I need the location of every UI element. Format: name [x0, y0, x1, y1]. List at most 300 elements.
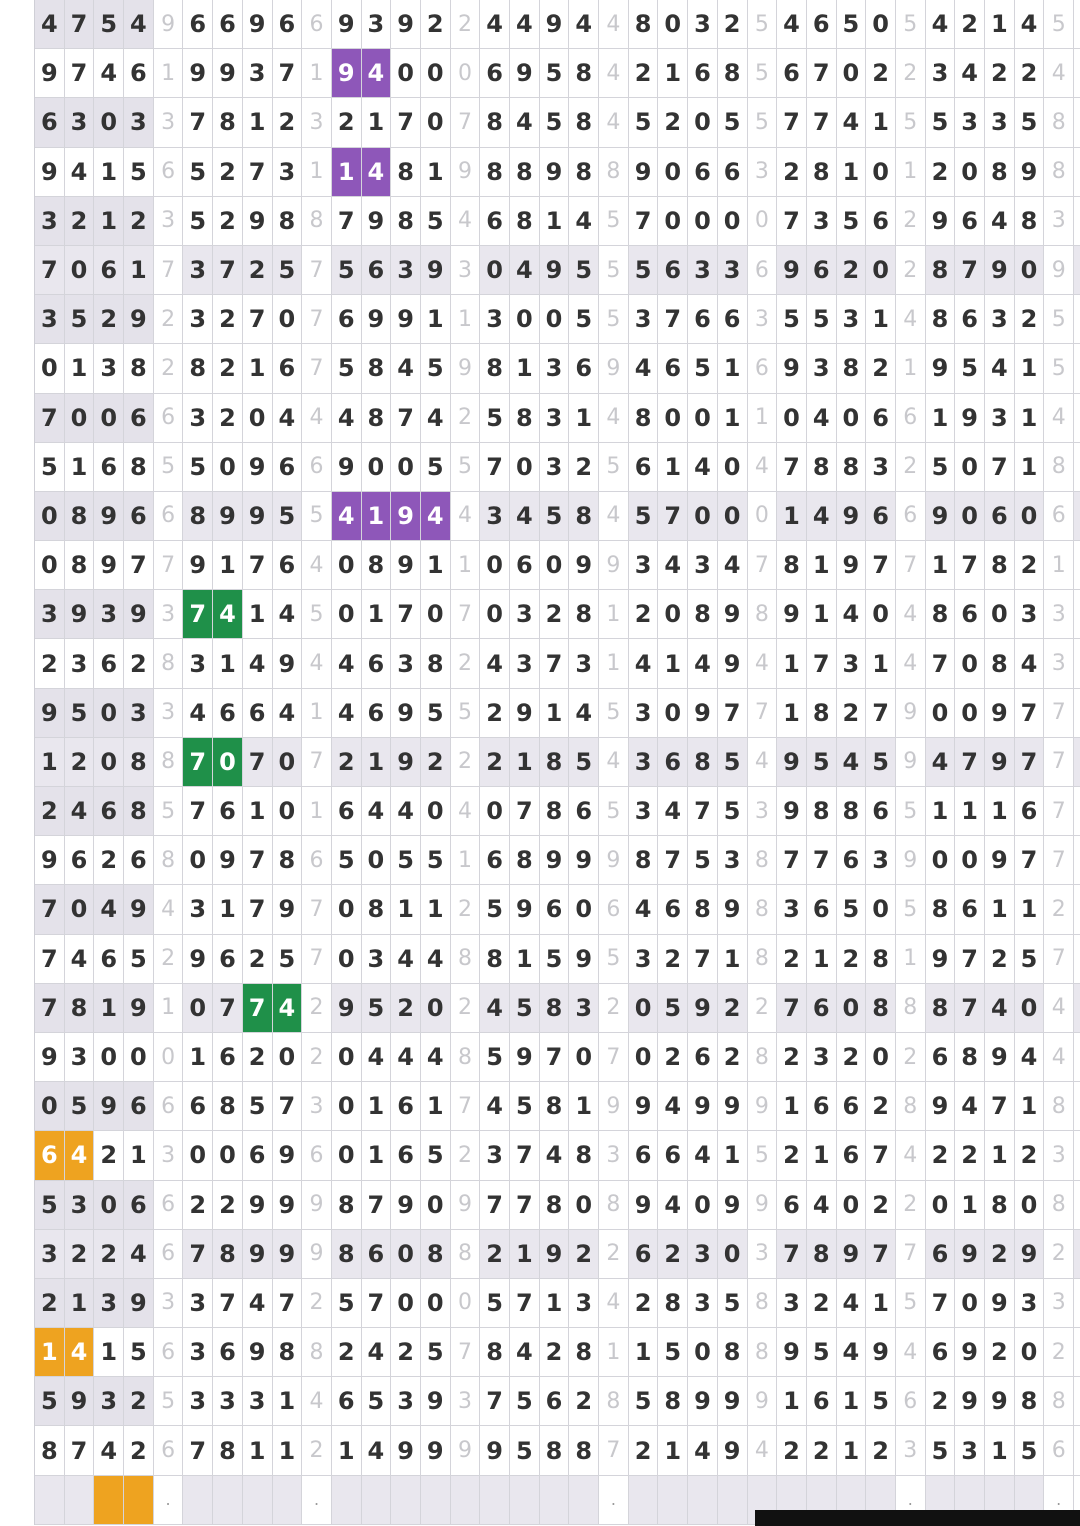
digit-cell[interactable]: 1 — [510, 935, 540, 984]
digit-cell[interactable]: 2 — [213, 148, 243, 197]
digit-cell[interactable]: 9 — [213, 836, 243, 885]
digit-cell[interactable]: 8 — [629, 394, 659, 443]
digit-cell[interactable]: 9 — [569, 541, 599, 590]
digit-cell[interactable]: 1 — [985, 885, 1015, 934]
digit-cell[interactable]: 8 — [807, 1230, 837, 1279]
digit-cell[interactable]: 2 — [569, 1230, 599, 1279]
digit-cell[interactable]: 7 — [777, 1230, 807, 1279]
digit-cell[interactable]: 0 — [866, 885, 896, 934]
digit-cell[interactable]: 1 — [243, 590, 273, 639]
digit-cell[interactable]: 3 — [629, 787, 659, 836]
edge-cell[interactable] — [1074, 492, 1080, 541]
digit-cell[interactable]: 5 — [332, 246, 362, 295]
digit-cell[interactable]: 5 — [569, 738, 599, 787]
digit-cell[interactable]: 1 — [65, 1279, 95, 1328]
digit-cell[interactable]: 7 — [866, 541, 896, 590]
digit-cell[interactable]: 8 — [332, 1181, 362, 1230]
digit-cell[interactable]: 6 — [332, 1377, 362, 1426]
digit-cell[interactable]: 1 — [362, 98, 392, 147]
digit-cell[interactable]: 7 — [273, 1279, 303, 1328]
separator-digit-cell[interactable]: 4 — [154, 885, 184, 934]
separator-digit-cell[interactable]: 9 — [896, 738, 926, 787]
digit-cell[interactable]: 4 — [362, 1328, 392, 1377]
separator-digit-cell[interactable]: 2 — [599, 984, 629, 1033]
digit-cell[interactable]: 2 — [777, 148, 807, 197]
separator-digit-cell[interactable]: 3 — [451, 246, 481, 295]
digit-cell[interactable]: 3 — [1015, 590, 1045, 639]
digit-cell[interactable]: 8 — [1015, 197, 1045, 246]
separator-digit-cell[interactable]: 2 — [748, 984, 778, 1033]
digit-cell[interactable]: 6 — [124, 49, 154, 98]
separator-digit-cell[interactable]: 2 — [154, 935, 184, 984]
digit-cell[interactable]: 4 — [124, 0, 154, 49]
separator-digit-cell[interactable]: 2 — [1044, 885, 1074, 934]
separator-digit-cell[interactable]: 2 — [896, 443, 926, 492]
digit-cell[interactable]: 7 — [124, 541, 154, 590]
separator-digit-cell[interactable]: 2 — [154, 344, 184, 393]
digit-cell[interactable]: 9 — [569, 935, 599, 984]
digit-cell[interactable]: 0 — [658, 148, 688, 197]
digit-cell[interactable]: 6 — [926, 1033, 956, 1082]
separator-digit-cell[interactable]: 8 — [1044, 1181, 1074, 1230]
digit-cell[interactable]: 1 — [777, 1377, 807, 1426]
separator-digit-cell[interactable]: 5 — [748, 49, 778, 98]
digit-cell[interactable]: 0 — [510, 443, 540, 492]
digit-cell[interactable]: 2 — [985, 935, 1015, 984]
digit-cell[interactable]: 3 — [94, 1279, 124, 1328]
separator-digit-cell[interactable]: 4 — [896, 1328, 926, 1377]
digit-cell[interactable]: 8 — [540, 1426, 570, 1475]
separator-digit-cell[interactable]: 9 — [896, 689, 926, 738]
digit-cell[interactable]: 6 — [213, 935, 243, 984]
digit-cell[interactable]: 0 — [777, 394, 807, 443]
digit-cell[interactable]: 3 — [569, 1279, 599, 1328]
digit-cell[interactable]: 7 — [510, 1131, 540, 1180]
separator-digit-cell[interactable]: 5 — [896, 0, 926, 49]
digit-cell[interactable]: 2 — [866, 1181, 896, 1230]
digit-cell[interactable]: 5 — [273, 935, 303, 984]
separator-digit-cell[interactable]: 1 — [896, 935, 926, 984]
digit-cell[interactable]: 8 — [510, 197, 540, 246]
separator-digit-cell[interactable]: 2 — [451, 639, 481, 688]
digit-cell[interactable]: 0 — [837, 49, 867, 98]
digit-cell[interactable]: 4 — [718, 541, 748, 590]
digit-cell[interactable]: 5 — [955, 344, 985, 393]
separator-digit-cell[interactable]: 1 — [154, 984, 184, 1033]
digit-cell[interactable]: 4 — [94, 1426, 124, 1475]
digit-cell[interactable]: 1 — [807, 1131, 837, 1180]
digit-cell[interactable]: 0 — [658, 689, 688, 738]
digit-cell[interactable]: 6 — [807, 984, 837, 1033]
digit-cell[interactable]: 2 — [866, 1082, 896, 1131]
digit-cell[interactable]: 0 — [65, 394, 95, 443]
digit-cell[interactable]: 7 — [777, 98, 807, 147]
digit-cell[interactable]: 3 — [926, 49, 956, 98]
digit-cell[interactable]: 3 — [362, 0, 392, 49]
separator-digit-cell[interactable]: 8 — [896, 1082, 926, 1131]
digit-cell[interactable]: 8 — [688, 590, 718, 639]
digit-cell[interactable]: 1 — [94, 984, 124, 1033]
digit-cell[interactable]: 4 — [510, 246, 540, 295]
digit-cell[interactable]: 0 — [421, 590, 451, 639]
digit-cell[interactable]: 1 — [866, 98, 896, 147]
digit-cell[interactable]: 2 — [629, 49, 659, 98]
digit-cell[interactable]: 1 — [243, 787, 273, 836]
digit-cell[interactable]: 0 — [273, 1033, 303, 1082]
digit-cell[interactable]: 6 — [658, 344, 688, 393]
digit-cell[interactable]: 3 — [688, 541, 718, 590]
digit-cell[interactable]: 7 — [391, 394, 421, 443]
digit-cell[interactable]: 9 — [391, 492, 421, 541]
digit-cell[interactable]: 5 — [510, 1082, 540, 1131]
digit-cell[interactable]: 2 — [955, 1131, 985, 1180]
edge-cell[interactable] — [1074, 344, 1080, 393]
digit-cell[interactable]: 9 — [629, 1082, 659, 1131]
digit-cell[interactable]: 8 — [569, 590, 599, 639]
digit-cell[interactable]: 4 — [94, 885, 124, 934]
digit-cell[interactable]: 4 — [65, 148, 95, 197]
digit-cell[interactable]: 6 — [837, 836, 867, 885]
digit-cell[interactable]: 8 — [362, 885, 392, 934]
digit-cell[interactable]: 0 — [213, 738, 243, 787]
separator-digit-cell[interactable]: 6 — [896, 394, 926, 443]
digit-cell[interactable]: 5 — [837, 885, 867, 934]
digit-cell[interactable]: 3 — [629, 738, 659, 787]
digit-cell[interactable]: 1 — [35, 738, 65, 787]
digit-cell[interactable]: 1 — [94, 1328, 124, 1377]
digit-cell[interactable]: 7 — [362, 1181, 392, 1230]
digit-cell[interactable]: 9 — [332, 443, 362, 492]
digit-cell[interactable]: 7 — [955, 984, 985, 1033]
input-slot[interactable] — [510, 1476, 540, 1525]
digit-cell[interactable]: 4 — [273, 590, 303, 639]
separator-digit-cell[interactable]: 2 — [896, 246, 926, 295]
separator-digit-cell[interactable]: 3 — [154, 98, 184, 147]
separator-digit-cell[interactable]: 7 — [1044, 836, 1074, 885]
separator-digit-cell[interactable]: 7 — [748, 541, 778, 590]
digit-cell[interactable]: 7 — [955, 541, 985, 590]
digit-cell[interactable]: 6 — [866, 787, 896, 836]
digit-cell[interactable]: 5 — [688, 344, 718, 393]
digit-cell[interactable]: 9 — [926, 935, 956, 984]
digit-cell[interactable]: 8 — [183, 344, 213, 393]
digit-cell[interactable]: 1 — [1015, 1082, 1045, 1131]
digit-cell[interactable]: 8 — [362, 344, 392, 393]
digit-cell[interactable]: 6 — [807, 246, 837, 295]
digit-cell[interactable]: 3 — [183, 1279, 213, 1328]
digit-cell[interactable]: 1 — [807, 935, 837, 984]
digit-cell[interactable]: 1 — [540, 197, 570, 246]
input-slot[interactable] — [35, 1476, 65, 1525]
digit-cell[interactable]: 2 — [866, 49, 896, 98]
digit-cell[interactable]: 0 — [1015, 246, 1045, 295]
separator-digit-cell[interactable]: 1 — [451, 295, 481, 344]
digit-cell[interactable]: 2 — [777, 935, 807, 984]
separator-digit-cell[interactable]: 6 — [154, 394, 184, 443]
digit-cell[interactable]: 7 — [1015, 836, 1045, 885]
digit-cell[interactable]: 2 — [985, 49, 1015, 98]
digit-cell[interactable]: 4 — [837, 590, 867, 639]
digit-cell[interactable]: 5 — [421, 836, 451, 885]
digit-cell[interactable]: 4 — [688, 639, 718, 688]
digit-cell[interactable]: 2 — [273, 98, 303, 147]
separator-digit-cell[interactable]: 2 — [302, 1033, 332, 1082]
digit-cell[interactable]: 8 — [213, 1230, 243, 1279]
digit-cell[interactable]: 0 — [510, 295, 540, 344]
digit-cell[interactable]: 7 — [332, 197, 362, 246]
digit-cell[interactable]: 5 — [332, 1279, 362, 1328]
digit-cell[interactable]: 2 — [985, 1230, 1015, 1279]
separator-digit-cell[interactable]: 8 — [1044, 443, 1074, 492]
digit-cell[interactable]: 0 — [569, 1181, 599, 1230]
edge-cell[interactable] — [1074, 1426, 1080, 1475]
separator-digit-cell[interactable]: 4 — [748, 443, 778, 492]
separator-digit-cell[interactable]: 3 — [1044, 590, 1074, 639]
digit-cell[interactable]: 6 — [866, 394, 896, 443]
digit-cell[interactable]: 9 — [866, 1328, 896, 1377]
digit-cell[interactable]: 0 — [658, 0, 688, 49]
separator-digit-cell[interactable]: 5 — [599, 246, 629, 295]
digit-cell[interactable]: 4 — [362, 49, 392, 98]
digit-cell[interactable]: 3 — [866, 836, 896, 885]
digit-cell[interactable]: 0 — [273, 787, 303, 836]
digit-cell[interactable]: 7 — [866, 1131, 896, 1180]
digit-cell[interactable]: 2 — [480, 1230, 510, 1279]
input-slot[interactable] — [540, 1476, 570, 1525]
digit-cell[interactable]: 8 — [658, 1279, 688, 1328]
digit-cell[interactable]: 4 — [807, 1181, 837, 1230]
digit-cell[interactable]: 2 — [35, 639, 65, 688]
edge-cell[interactable] — [1074, 541, 1080, 590]
digit-cell[interactable]: 6 — [362, 246, 392, 295]
digit-cell[interactable]: 2 — [94, 1131, 124, 1180]
digit-cell[interactable]: 9 — [243, 1181, 273, 1230]
separator-digit-cell[interactable]: 7 — [451, 98, 481, 147]
digit-cell[interactable]: 8 — [510, 836, 540, 885]
digit-cell[interactable]: 3 — [718, 246, 748, 295]
digit-cell[interactable]: 2 — [955, 0, 985, 49]
separator-digit-cell[interactable]: 2 — [451, 1131, 481, 1180]
digit-cell[interactable]: 5 — [332, 836, 362, 885]
digit-cell[interactable]: 7 — [1015, 738, 1045, 787]
digit-cell[interactable]: 8 — [985, 1181, 1015, 1230]
digit-cell[interactable]: 8 — [777, 541, 807, 590]
digit-cell[interactable]: 1 — [926, 787, 956, 836]
edge-cell[interactable] — [1074, 443, 1080, 492]
input-slot[interactable] — [362, 1476, 392, 1525]
digit-cell[interactable]: 9 — [955, 1328, 985, 1377]
digit-cell[interactable]: 0 — [955, 492, 985, 541]
digit-cell[interactable]: 4 — [421, 394, 451, 443]
digit-cell[interactable]: 8 — [391, 148, 421, 197]
digit-cell[interactable]: 6 — [65, 836, 95, 885]
digit-cell[interactable]: 3 — [35, 295, 65, 344]
digit-cell[interactable]: 7 — [658, 492, 688, 541]
digit-cell[interactable]: 9 — [391, 295, 421, 344]
digit-cell[interactable]: 9 — [65, 590, 95, 639]
digit-cell[interactable]: 7 — [391, 590, 421, 639]
digit-cell[interactable]: 0 — [273, 738, 303, 787]
digit-cell[interactable]: 3 — [510, 590, 540, 639]
separator-digit-cell[interactable]: 7 — [302, 885, 332, 934]
digit-cell[interactable]: 5 — [421, 443, 451, 492]
digit-cell[interactable]: 9 — [510, 885, 540, 934]
digit-cell[interactable]: 2 — [629, 1426, 659, 1475]
digit-cell[interactable]: 5 — [510, 984, 540, 1033]
separator-digit-cell[interactable]: 9 — [896, 836, 926, 885]
digit-cell[interactable]: 0 — [183, 1131, 213, 1180]
digit-cell[interactable]: 9 — [391, 1181, 421, 1230]
digit-cell[interactable]: 0 — [866, 148, 896, 197]
digit-cell[interactable]: 0 — [421, 98, 451, 147]
separator-digit-cell[interactable]: 7 — [302, 738, 332, 787]
digit-cell[interactable]: 0 — [183, 836, 213, 885]
digit-cell[interactable]: 9 — [688, 1082, 718, 1131]
digit-cell[interactable]: 6 — [540, 885, 570, 934]
digit-cell[interactable]: 6 — [332, 787, 362, 836]
digit-cell[interactable]: 1 — [421, 541, 451, 590]
digit-cell[interactable]: 7 — [243, 885, 273, 934]
digit-cell[interactable]: 9 — [540, 1230, 570, 1279]
digit-cell[interactable]: 9 — [955, 394, 985, 443]
digit-cell[interactable]: 7 — [273, 49, 303, 98]
digit-cell[interactable]: 9 — [1015, 1230, 1045, 1279]
digit-cell[interactable]: 7 — [955, 246, 985, 295]
separator-digit-cell[interactable]: 6 — [896, 1377, 926, 1426]
digit-cell[interactable]: 9 — [777, 738, 807, 787]
digit-cell[interactable]: 4 — [837, 1328, 867, 1377]
digit-cell[interactable]: 8 — [65, 492, 95, 541]
digit-cell[interactable]: 5 — [569, 295, 599, 344]
separator-digit-cell[interactable]: 8 — [302, 197, 332, 246]
digit-cell[interactable]: 9 — [926, 197, 956, 246]
digit-cell[interactable]: 0 — [955, 148, 985, 197]
separator-digit-cell[interactable]: 5 — [896, 1279, 926, 1328]
digit-cell[interactable]: 6 — [1015, 787, 1045, 836]
digit-cell[interactable]: 7 — [183, 1426, 213, 1475]
digit-cell[interactable]: 1 — [777, 689, 807, 738]
digit-cell[interactable]: 2 — [124, 1426, 154, 1475]
separator-digit-cell[interactable]: 2 — [154, 295, 184, 344]
digit-cell[interactable]: 5 — [629, 492, 659, 541]
separator-digit-cell[interactable]: 1 — [748, 394, 778, 443]
digit-cell[interactable]: 6 — [35, 98, 65, 147]
separator-digit-cell[interactable]: 3 — [748, 148, 778, 197]
digit-cell[interactable]: 0 — [35, 541, 65, 590]
digit-cell[interactable]: 2 — [718, 0, 748, 49]
digit-cell[interactable]: 9 — [985, 1279, 1015, 1328]
digit-cell[interactable]: 2 — [35, 1279, 65, 1328]
digit-cell[interactable]: 6 — [777, 49, 807, 98]
digit-cell[interactable]: 9 — [421, 1377, 451, 1426]
digit-cell[interactable]: 3 — [540, 394, 570, 443]
digit-cell[interactable]: 8 — [35, 1426, 65, 1475]
digit-cell[interactable]: 6 — [569, 344, 599, 393]
digit-cell[interactable]: 1 — [658, 49, 688, 98]
digit-cell[interactable]: 4 — [421, 935, 451, 984]
digit-cell[interactable]: 4 — [807, 492, 837, 541]
digit-cell[interactable]: 5 — [35, 1377, 65, 1426]
digit-cell[interactable]: 8 — [926, 246, 956, 295]
digit-cell[interactable]: 9 — [955, 1230, 985, 1279]
digit-cell[interactable]: 0 — [362, 443, 392, 492]
digit-cell[interactable]: 5 — [629, 246, 659, 295]
digit-cell[interactable]: 8 — [480, 935, 510, 984]
digit-cell[interactable]: 1 — [777, 1082, 807, 1131]
input-slot[interactable] — [65, 1476, 95, 1525]
digit-cell[interactable]: 1 — [65, 344, 95, 393]
digit-cell[interactable]: 0 — [837, 1181, 867, 1230]
digit-cell[interactable]: 0 — [243, 394, 273, 443]
digit-cell[interactable]: 6 — [688, 295, 718, 344]
digit-cell[interactable]: 8 — [332, 1230, 362, 1279]
digit-cell[interactable]: 6 — [688, 49, 718, 98]
digit-cell[interactable]: 1 — [362, 1131, 392, 1180]
separator-digit-cell[interactable]: 5 — [599, 689, 629, 738]
digit-cell[interactable]: 8 — [362, 541, 392, 590]
digit-cell[interactable]: 9 — [332, 49, 362, 98]
digit-cell[interactable]: 7 — [807, 836, 837, 885]
edge-cell[interactable] — [1074, 1230, 1080, 1279]
digit-cell[interactable]: 9 — [540, 148, 570, 197]
separator-digit-cell[interactable]: 5 — [748, 0, 778, 49]
digit-cell[interactable]: 0 — [391, 49, 421, 98]
separator-digit-cell[interactable]: 8 — [599, 1377, 629, 1426]
edge-cell[interactable] — [1074, 689, 1080, 738]
digit-cell[interactable]: 6 — [391, 1131, 421, 1180]
digit-cell[interactable]: 5 — [926, 98, 956, 147]
digit-cell[interactable]: 9 — [926, 492, 956, 541]
digit-cell[interactable]: 6 — [273, 541, 303, 590]
separator-digit-cell[interactable]: 1 — [451, 836, 481, 885]
digit-cell[interactable]: 2 — [421, 0, 451, 49]
digit-cell[interactable]: 6 — [658, 246, 688, 295]
digit-cell[interactable]: 8 — [273, 836, 303, 885]
digit-cell[interactable]: 4 — [688, 1131, 718, 1180]
input-slot[interactable] — [421, 1476, 451, 1525]
digit-cell[interactable]: 6 — [124, 492, 154, 541]
digit-cell[interactable]: 3 — [65, 639, 95, 688]
digit-cell[interactable]: 4 — [629, 344, 659, 393]
digit-cell[interactable]: 7 — [480, 1377, 510, 1426]
digit-cell[interactable]: 3 — [183, 885, 213, 934]
separator-digit-cell[interactable]: 7 — [302, 344, 332, 393]
digit-cell[interactable]: 9 — [65, 1377, 95, 1426]
digit-cell[interactable]: 9 — [243, 1328, 273, 1377]
separator-digit-cell[interactable]: 7 — [1044, 935, 1074, 984]
digit-cell[interactable]: 3 — [1015, 1279, 1045, 1328]
digit-cell[interactable]: 6 — [807, 885, 837, 934]
digit-cell[interactable]: 7 — [718, 689, 748, 738]
digit-cell[interactable]: 2 — [718, 1033, 748, 1082]
separator-digit-cell[interactable]: 4 — [748, 1426, 778, 1475]
digit-cell[interactable]: 4 — [540, 1131, 570, 1180]
separator-digit-cell[interactable]: 4 — [599, 49, 629, 98]
separator-digit-cell[interactable]: 8 — [154, 738, 184, 787]
digit-cell[interactable]: 5 — [837, 0, 867, 49]
digit-cell[interactable]: 1 — [837, 1377, 867, 1426]
separator-digit-cell[interactable]: 7 — [896, 541, 926, 590]
digit-cell[interactable]: 0 — [837, 984, 867, 1033]
digit-cell[interactable]: 0 — [65, 885, 95, 934]
digit-cell[interactable]: 3 — [65, 1181, 95, 1230]
digit-cell[interactable]: 2 — [629, 590, 659, 639]
digit-cell[interactable]: 9 — [213, 49, 243, 98]
digit-cell[interactable]: 2 — [658, 98, 688, 147]
digit-cell[interactable]: 4 — [480, 0, 510, 49]
digit-cell[interactable]: 9 — [985, 246, 1015, 295]
digit-cell[interactable]: 9 — [985, 1033, 1015, 1082]
